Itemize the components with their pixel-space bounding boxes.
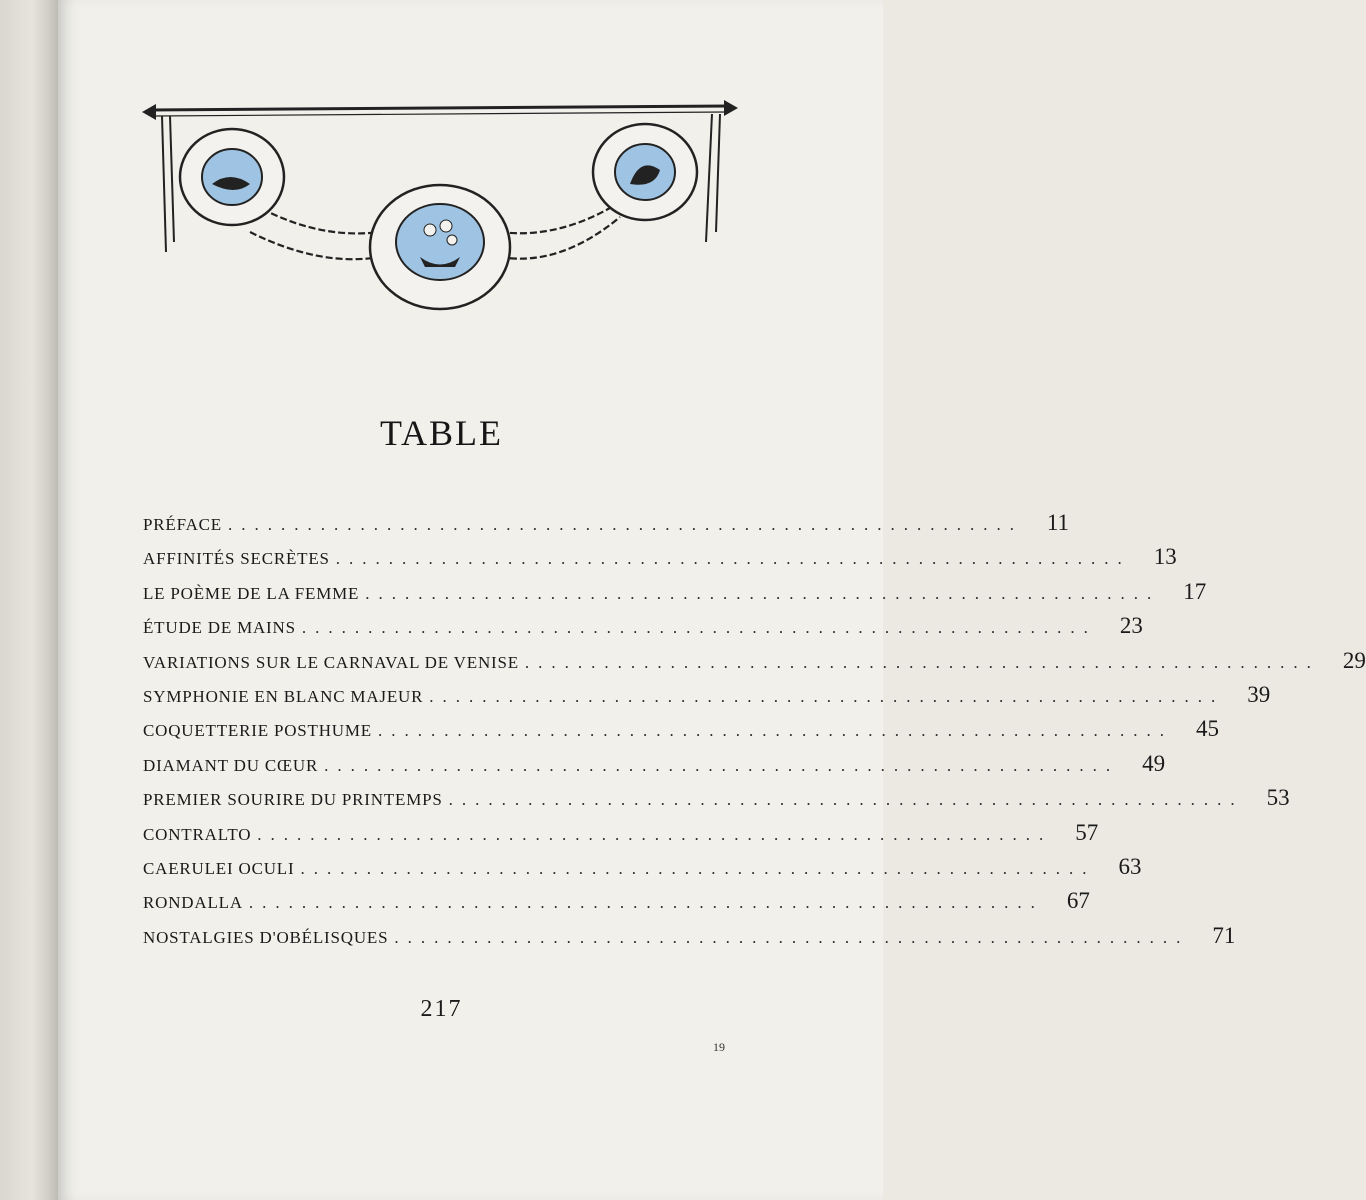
- toc-entry-title: PRÉFACE: [143, 515, 222, 534]
- signature-mark: 19: [713, 1040, 725, 1054]
- toc-entry-page: 67: [1066, 888, 1090, 914]
- toc-entry: [143, 888, 1090, 922]
- toc-entry: [143, 510, 1069, 544]
- left-medallion: [180, 129, 284, 225]
- toc-entry: [143, 819, 1099, 854]
- toc-leader-dots: ............................................................: [227, 515, 1023, 534]
- toc-entry-page: 29: [1342, 647, 1366, 673]
- table-of-contents: [143, 510, 1366, 957]
- page-title: TABLE: [379, 413, 504, 453]
- toc-leader-dots: ............................................................: [448, 790, 1244, 810]
- toc-entry: [143, 613, 1143, 647]
- right-medallion: [593, 124, 697, 220]
- toc-entry-page: 49: [1142, 750, 1166, 776]
- toc-entry-title: ÉTUDE DE MAINS: [143, 618, 296, 638]
- toc-entry-page: 39: [1247, 681, 1271, 707]
- page-number: 217: [420, 996, 463, 1022]
- toc-entry-title: CAERULEI OCULI: [143, 858, 295, 878]
- toc-entry-title: COQUETTERIE POSTHUME: [143, 721, 372, 741]
- toc-entry: [143, 716, 1219, 750]
- chain-medallion-ornament: [140, 92, 740, 322]
- toc-leader-dots: ............................................................: [300, 858, 1096, 878]
- toc-entry: [143, 922, 1236, 957]
- toc-entry-title: DIAMANT DU CŒUR: [143, 755, 319, 775]
- toc-leader-dots: ............................................................: [248, 893, 1044, 913]
- toc-leader-dots: ............................................................: [394, 927, 1190, 947]
- toc-entry-page: 17: [1183, 578, 1207, 604]
- toc-leader-dots: ............................................................: [335, 549, 1131, 569]
- toc-leader-dots: ............................................................: [524, 652, 1320, 672]
- toc-entry-title: SYMPHONIE EN BLANC MAJEUR: [143, 686, 424, 706]
- toc-entry: [143, 785, 1290, 819]
- toc-entry: [143, 750, 1166, 785]
- toc-entry-title: CONTRALTO: [143, 824, 252, 844]
- toc-entry-page: 57: [1075, 819, 1099, 845]
- toc-entry: [143, 578, 1207, 613]
- toc-entry: [143, 544, 1177, 578]
- toc-entry-page: 63: [1118, 853, 1142, 879]
- toc-entry-page: 11: [1046, 510, 1069, 535]
- toc-leader-dots: ............................................................: [365, 583, 1161, 603]
- toc-entry-page: 23: [1119, 613, 1143, 639]
- toc-entry-title: NOSTALGIES D'OBÉLISQUES: [143, 927, 389, 947]
- toc-leader-dots: ............................................................: [301, 618, 1097, 638]
- toc-entry: [143, 647, 1366, 682]
- toc-leader-dots: ............................................................: [377, 721, 1173, 741]
- toc-leader-dots: ............................................................: [257, 824, 1053, 844]
- toc-entry: [143, 853, 1142, 888]
- toc-entry-title: AFFINITÉS SECRÈTES: [143, 549, 330, 569]
- toc-entry-title: PREMIER SOURIRE DU PRINTEMPS: [143, 790, 443, 810]
- center-medallion: [370, 185, 510, 309]
- toc-entry-title: VARIATIONS SUR LE CARNAVAL DE VENISE: [143, 652, 519, 672]
- toc-entry-title: LE POÈME DE LA FEMME: [143, 583, 360, 603]
- toc-leader-dots: ............................................................: [324, 755, 1120, 775]
- toc-entry: [143, 681, 1271, 716]
- toc-entry-title: RONDALLA: [143, 893, 243, 913]
- toc-entry-page: 45: [1195, 716, 1219, 742]
- toc-entry-page: 53: [1266, 785, 1290, 811]
- toc-entry-page: 13: [1153, 544, 1177, 570]
- toc-entry-page: 71: [1212, 922, 1236, 948]
- toc-leader-dots: ............................................................: [429, 686, 1225, 706]
